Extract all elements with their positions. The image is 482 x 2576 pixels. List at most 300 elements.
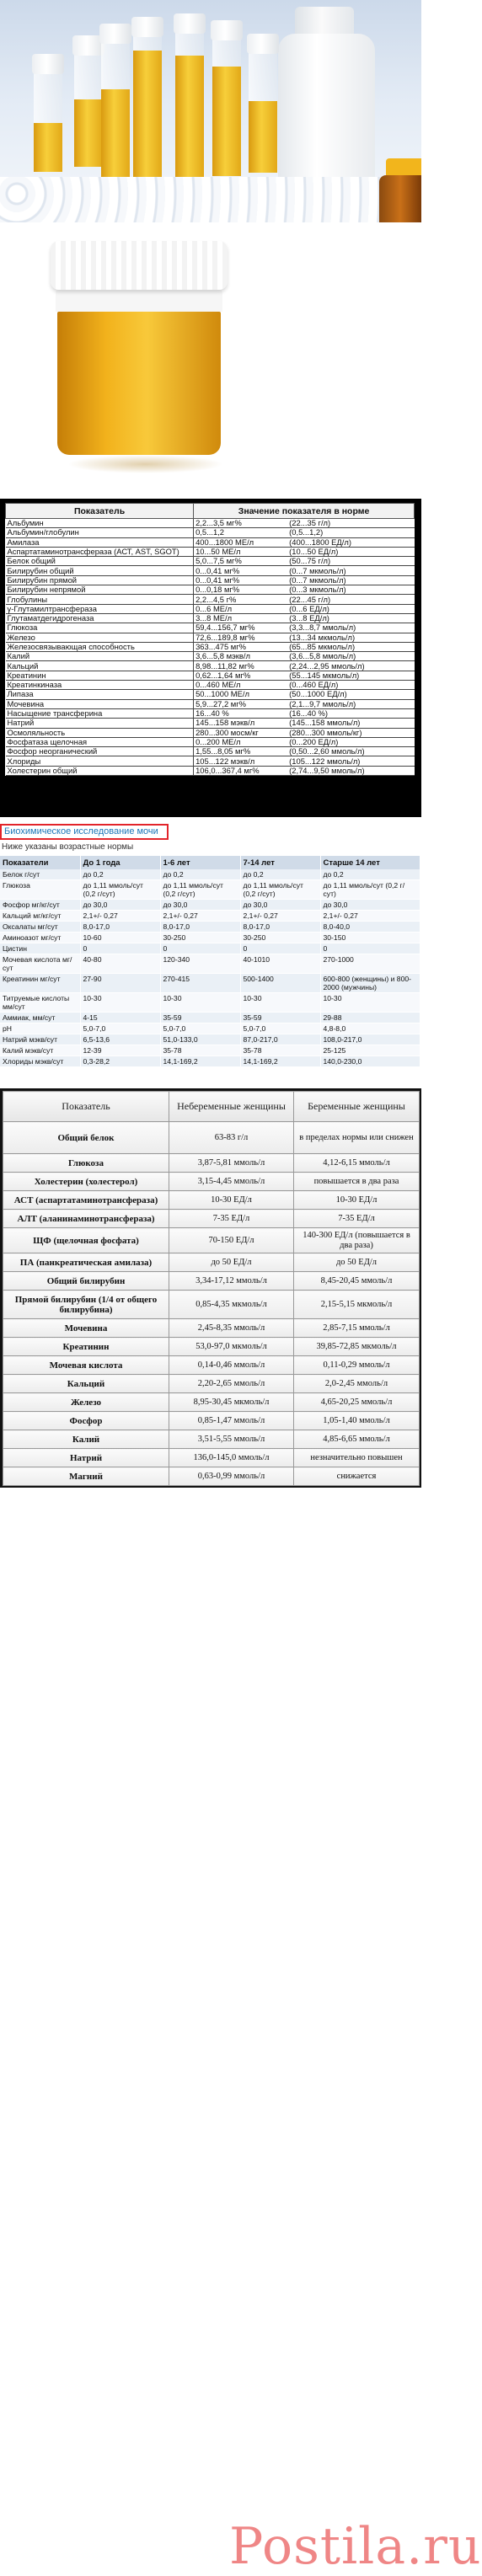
section-title: Биохимическое исследование мочи: [0, 824, 169, 840]
row-value: 0,63-0,99 ммоль/л: [169, 1467, 294, 1486]
row-value: 4,85-6,65 ммоль/л: [294, 1430, 420, 1449]
row-value: 53,0-97,0 мкмоль/л: [169, 1338, 294, 1356]
row-value: 0...200 МЕ/л: [194, 737, 288, 746]
row-value: 5,0-7,0: [80, 1023, 160, 1034]
row-value: 8,0-17,0: [80, 922, 160, 933]
row-label: Билирубин прямой: [6, 575, 194, 585]
row-value: до 30,0: [160, 900, 240, 911]
row-value: (0...6 ЕД/л): [287, 604, 414, 613]
row-label: Альбумин/глобулин: [6, 528, 194, 537]
table-row: [6, 728, 415, 737]
table2-body: [0, 869, 420, 1067]
table3-panel: [0, 1088, 482, 2576]
row-value: 600-800 (женщины) и 800-2000 (мужчины): [320, 974, 420, 993]
row-value: 3,6...5,8 мэкв/л: [194, 652, 288, 661]
row-label: Билирубин общий: [6, 566, 194, 575]
table-row: [3, 1356, 420, 1375]
table-row: [0, 911, 420, 922]
row-value: 8,95-30,45 мкмоль/л: [169, 1393, 294, 1412]
row-value: 0,62...1,64 мг%: [194, 671, 288, 680]
row-value: 270-415: [160, 974, 240, 993]
row-value: до 0,2: [160, 869, 240, 880]
row-label: Мочевина: [3, 1319, 169, 1338]
test-tube: [34, 54, 62, 172]
row-value: до 1,11 ммоль/сут (0,2 г/сут): [80, 880, 160, 900]
row-value: 120-340: [160, 954, 240, 974]
table-row: [0, 954, 420, 974]
row-value: 70-150 ЕД/л: [169, 1228, 294, 1253]
container-shadow: [67, 455, 223, 473]
table-row: [6, 604, 415, 613]
row-value: 1,55...8,05 мг%: [194, 747, 288, 756]
row-value: 400...1800 МЕ/л: [194, 537, 288, 547]
row-label: Кальций: [6, 661, 194, 671]
brown-bottle-cap: [386, 158, 421, 177]
table-row: [6, 642, 415, 651]
row-value: 5,9...27,2 мг%: [194, 699, 288, 708]
row-label: Глутаматдегидрогеназа: [6, 613, 194, 623]
row-label: Глюкоза: [3, 1154, 169, 1173]
row-value: 5,0-7,0: [240, 1023, 320, 1034]
row-value: до 0,2: [80, 869, 160, 880]
row-label: Цистин: [0, 943, 80, 954]
table-row: [6, 756, 415, 766]
table-row: [0, 922, 420, 933]
row-label: Холестерин (холестерол): [3, 1173, 169, 1191]
row-value: 105...122 мэкв/л: [194, 756, 288, 766]
table-row: [3, 1122, 420, 1154]
row-label: Насыщение трансферина: [6, 708, 194, 718]
row-value: 10-30: [80, 993, 160, 1013]
row-value: (400...1800 ЕД/л): [287, 537, 414, 547]
row-value: 51,0-133,0: [160, 1034, 240, 1045]
row-value: (0...7 мкмоль/л): [287, 566, 414, 575]
table-row: [3, 1173, 420, 1191]
table-row: [0, 1056, 420, 1067]
row-value: (280...300 ммоль/кг): [287, 728, 414, 737]
container-jar: [56, 288, 222, 457]
table-row: [3, 1228, 420, 1253]
row-value: 5,0-7,0: [160, 1023, 240, 1034]
table-row: [6, 681, 415, 690]
row-value: 2,2...3,5 мг%: [194, 519, 288, 528]
row-value: (10...50 ЕД/л): [287, 547, 414, 556]
row-value: до 0,2: [240, 869, 320, 880]
table-row: [6, 737, 415, 746]
row-value: (3...8 ЕД/л): [287, 613, 414, 623]
row-value: (2,74...9,50 ммоль/л): [287, 766, 414, 775]
table-row: [0, 993, 420, 1013]
row-value: 1,05-1,40 ммоль/л: [294, 1412, 420, 1430]
row-value: 0,85-4,35 мкмоль/л: [169, 1291, 294, 1319]
table-row: [6, 585, 415, 595]
row-label: ПА (панкреатическая амилаза): [3, 1253, 169, 1272]
row-value: (13...34 мкмоль/л): [287, 633, 414, 642]
row-value: 59,4...156,7 мг%: [194, 623, 288, 633]
row-value: 3,51-5,55 ммоль/л: [169, 1430, 294, 1449]
section-subtitle: Ниже указаны возрастные нормы: [2, 842, 134, 852]
row-value: 0...460 МЕ/л: [194, 681, 288, 690]
row-value: (3,6...5,8 ммоль/л): [287, 652, 414, 661]
table3-body: [3, 1122, 420, 1486]
row-value: 10-30: [240, 993, 320, 1013]
row-label: Осмоляльность: [6, 728, 194, 737]
table-row: [0, 1034, 420, 1045]
row-value: (0...460 ЕД/л): [287, 681, 414, 690]
row-label: Железосвязывающая способность: [6, 642, 194, 651]
table-row: [3, 1449, 420, 1467]
row-label: Прямой билирубин (1/4 от общего билирубина): [3, 1291, 169, 1319]
row-value: 0,3-28,2: [80, 1056, 160, 1067]
row-value: 2,1+/- 0,27: [160, 911, 240, 922]
row-value: 140-300 ЕД/л (повышается в два раза): [294, 1228, 420, 1253]
row-value: снижается: [294, 1467, 420, 1486]
row-value: (105...122 ммоль/л): [287, 756, 414, 766]
row-value: 72,6...189,8 мг%: [194, 633, 288, 642]
table-row: [6, 708, 415, 718]
row-value: 2,15-5,15 мкмоль/л: [294, 1291, 420, 1319]
row-value: 8,45-20,45 ммоль/л: [294, 1272, 420, 1291]
row-value: 29-88: [320, 1013, 420, 1023]
row-value: 30-250: [240, 933, 320, 943]
test-tube: [175, 13, 204, 182]
row-value: (3,3...8,7 ммоль/л): [287, 623, 414, 633]
row-value: 25-125: [320, 1045, 420, 1056]
row-label: Мочевая кислота: [3, 1356, 169, 1375]
row-label: Магний: [3, 1467, 169, 1486]
table2-header-1-6: 1-6 лет: [160, 856, 240, 869]
row-value: до 30,0: [320, 900, 420, 911]
row-value: 39,85-72,85 мкмоль/л: [294, 1338, 420, 1356]
row-value: 2,45-8,35 ммоль/л: [169, 1319, 294, 1338]
row-value: 14,1-169,2: [160, 1056, 240, 1067]
table2-panel: [0, 822, 421, 1088]
row-value: (50...1000 ЕД/л): [287, 690, 414, 699]
row-value: 7-35 ЕД/л: [169, 1210, 294, 1228]
row-value: 4,12-6,15 ммоль/л: [294, 1154, 420, 1173]
row-value: 27-90: [80, 974, 160, 993]
row-value: 2,20-2,65 ммоль/л: [169, 1375, 294, 1393]
row-value: 7-35 ЕД/л: [294, 1210, 420, 1228]
row-value: 10-60: [80, 933, 160, 943]
table-row: [0, 943, 420, 954]
row-value: 500-1400: [240, 974, 320, 993]
test-tube: [133, 17, 162, 177]
row-value: 87,0-217,0: [240, 1034, 320, 1045]
row-value: 35-59: [160, 1013, 240, 1023]
table-row: [6, 613, 415, 623]
row-value: 16...40 %: [194, 708, 288, 718]
row-label: Мочевая кислота мг/сут: [0, 954, 80, 974]
row-value: 0...6 МЕ/л: [194, 604, 288, 613]
row-value: (0...200 ЕД/л): [287, 737, 414, 746]
row-value: 2,85-7,15 ммоль/л: [294, 1319, 420, 1338]
row-label: Калий: [6, 652, 194, 661]
row-label: Железо: [3, 1393, 169, 1412]
row-label: Белок общий: [6, 557, 194, 566]
row-value: 0: [160, 943, 240, 954]
row-label: Общий белок: [3, 1122, 169, 1154]
row-label: Кальций: [3, 1375, 169, 1393]
row-value: до 0,2: [320, 869, 420, 880]
row-value: 0: [240, 943, 320, 954]
row-value: 3,34-17,12 ммоль/л: [169, 1272, 294, 1291]
table-row: [6, 537, 415, 547]
table-row: [3, 1154, 420, 1173]
row-label: АЛТ (аланинаминотрансфераза): [3, 1210, 169, 1228]
row-value: (0,50...2,60 ммоль/л): [287, 747, 414, 756]
row-label: Аммиак, мм/сут: [0, 1013, 80, 1023]
row-value: (22...45 г/л): [287, 595, 414, 604]
row-label: Натрий: [3, 1449, 169, 1467]
row-value: 3,87-5,81 ммоль/л: [169, 1154, 294, 1173]
row-value: (16...40 %): [287, 708, 414, 718]
row-value: (145...158 ммоль/л): [287, 719, 414, 728]
table-row: [6, 547, 415, 556]
row-value: 10...50 МЕ/л: [194, 547, 288, 556]
row-value: 8,98...11,82 мг%: [194, 661, 288, 671]
row-label: Холестерин общий: [6, 766, 194, 775]
table-row: [6, 566, 415, 575]
table-row: [3, 1191, 420, 1210]
row-value: 0: [80, 943, 160, 954]
row-value: 4,8-8,0: [320, 1023, 420, 1034]
table-row: [6, 623, 415, 633]
table-row: [6, 595, 415, 604]
row-value: 0,11-0,29 ммоль/л: [294, 1356, 420, 1375]
row-value: 270-1000: [320, 954, 420, 974]
row-value: (22...35 г/л): [287, 519, 414, 528]
row-label: Билирубин непрямой: [6, 585, 194, 595]
row-value: до 30,0: [240, 900, 320, 911]
row-label: Фосфор: [3, 1412, 169, 1430]
test-tube: [249, 34, 277, 173]
row-label: pH: [0, 1023, 80, 1034]
row-value: (0...3 мкмоль/л): [287, 585, 414, 595]
row-value: 3...8 МЕ/л: [194, 613, 288, 623]
table-row: [6, 652, 415, 661]
row-value: 14,1-169,2: [240, 1056, 320, 1067]
table-row: [3, 1319, 420, 1338]
table-row: [6, 661, 415, 671]
table-row: [0, 900, 420, 911]
table-row: [0, 974, 420, 993]
row-label: Оксалаты мг/сут: [0, 922, 80, 933]
row-value: 8,0-17,0: [160, 922, 240, 933]
table-row: [6, 575, 415, 585]
table-row: [3, 1430, 420, 1449]
row-label: Глюкоза: [0, 880, 80, 900]
row-label: Натрий: [6, 719, 194, 728]
row-label: Фосфор мг/кг/сут: [0, 900, 80, 911]
row-value: 30-250: [160, 933, 240, 943]
row-label: Креатинин: [6, 671, 194, 680]
table-row: [6, 766, 415, 775]
row-label: Кальций мг/кг/сут: [0, 911, 80, 922]
reference-values-table: [5, 503, 415, 776]
table-row: [3, 1253, 420, 1272]
row-value: до 1,11 ммоль/сут (0,2 г/сут): [160, 880, 240, 900]
table2-header-under-1: До 1 года: [80, 856, 160, 869]
test-tube: [212, 20, 241, 176]
row-value: 63-83 г/л: [169, 1122, 294, 1154]
table-row: [0, 933, 420, 943]
row-label: Креатинин мг/сут: [0, 974, 80, 993]
row-label: Глюкоза: [6, 623, 194, 633]
row-label: Аминоазот мг/сут: [0, 933, 80, 943]
row-value: в пределах нормы или снижен: [294, 1122, 420, 1154]
row-value: 30-150: [320, 933, 420, 943]
test-tube: [101, 24, 130, 184]
row-value: 35-78: [240, 1045, 320, 1056]
table-row: [3, 1375, 420, 1393]
table1-body: [6, 519, 415, 776]
table-row: [6, 699, 415, 708]
row-label: ЩФ (щелочная фосфата): [3, 1228, 169, 1253]
table2-header-7-14: 7-14 лет: [240, 856, 320, 869]
table3-header-non-pregnant: Небеременные женщины: [169, 1092, 294, 1122]
watermark-logo: Postila.ru: [229, 2517, 482, 2576]
table-row: [6, 671, 415, 680]
row-value: 12-39: [80, 1045, 160, 1056]
table3-header-parameter: Показатель: [3, 1092, 169, 1122]
row-label: Натрий мэкв/сут: [0, 1034, 80, 1045]
row-value: 10-30: [160, 993, 240, 1013]
row-value: 4,65-20,25 ммоль/л: [294, 1393, 420, 1412]
row-value: 2,1+/- 0,27: [320, 911, 420, 922]
table-row: [0, 1045, 420, 1056]
row-value: 363...475 мг%: [194, 642, 288, 651]
row-value: 0...0,18 мг%: [194, 585, 288, 595]
table-row: [3, 1338, 420, 1356]
row-value: (2,1...9,7 ммоль/л): [287, 699, 414, 708]
row-value: 8,0-40,0: [320, 922, 420, 933]
test-tube: [74, 35, 103, 167]
row-value: 280...300 мосм/кг: [194, 728, 288, 737]
table-row: [6, 519, 415, 528]
row-label: Фосфор неорганический: [6, 747, 194, 756]
table-row: [3, 1291, 420, 1319]
table-row: [6, 633, 415, 642]
urine-container-photo: [0, 222, 421, 499]
pregnancy-norms-table: [3, 1091, 420, 1486]
table-row: [6, 747, 415, 756]
row-value: до 50 ЕД/л: [294, 1253, 420, 1272]
test-tubes-photo: [0, 0, 421, 222]
row-label: Хлориды: [6, 756, 194, 766]
brown-bottle: [379, 175, 421, 222]
row-label: Амилаза: [6, 537, 194, 547]
row-value: 140,0-230,0: [320, 1056, 420, 1067]
table-row: [6, 719, 415, 728]
row-value: 35-59: [240, 1013, 320, 1023]
row-value: 2,1+/- 0,27: [240, 911, 320, 922]
row-value: 0...0,41 мг%: [194, 566, 288, 575]
table-row: [3, 1412, 420, 1430]
row-value: (2,24...2,95 ммоль/л): [287, 661, 414, 671]
row-value: 106,0...367,4 мг%: [194, 766, 288, 775]
table-row: [0, 869, 420, 880]
row-value: 35-78: [160, 1045, 240, 1056]
row-value: 10-30 ЕД/л: [294, 1191, 420, 1210]
row-value: (50...75 г/л): [287, 557, 414, 566]
row-value: (65...85 мкмоль/л): [287, 642, 414, 651]
container-lid: [51, 241, 228, 290]
row-label: Глобулины: [6, 595, 194, 604]
row-value: 40-1010: [240, 954, 320, 974]
table-row: [6, 557, 415, 566]
table-row: [0, 1023, 420, 1034]
row-value: 0,14-0,46 ммоль/л: [169, 1356, 294, 1375]
row-value: 10-30 ЕД/л: [169, 1191, 294, 1210]
row-value: 0,5...1,2: [194, 528, 288, 537]
row-label: Аспартатаминотрансфераза (АСТ, AST, SGOT): [6, 547, 194, 556]
table-row: [0, 1013, 420, 1023]
table-row: [3, 1467, 420, 1486]
table1-header-value: Значение показателя в норме: [194, 504, 415, 519]
table3-header-pregnant: Беременные женщины: [294, 1092, 420, 1122]
table1-header-parameter: Показатель: [6, 504, 194, 519]
row-label: γ-Глутамилтрансфераза: [6, 604, 194, 613]
table1-panel: [0, 499, 421, 817]
row-label: Креатинин: [3, 1338, 169, 1356]
row-label: АСТ (аспартатаминотрансфераза): [3, 1191, 169, 1210]
table-row: [3, 1272, 420, 1291]
row-value: 0...0,41 мг%: [194, 575, 288, 585]
row-value: повышается в два раза: [294, 1173, 420, 1191]
row-value: до 1,11 ммоль/сут (0,2 г/сут): [320, 880, 420, 900]
row-value: 3,15-4,45 ммоль/л: [169, 1173, 294, 1191]
row-label: Креатинкиназа: [6, 681, 194, 690]
row-label: Железо: [6, 633, 194, 642]
row-value: до 30,0: [80, 900, 160, 911]
row-value: (55...145 мкмоль/л): [287, 671, 414, 680]
row-value: 40-80: [80, 954, 160, 974]
row-value: незначительно повышен: [294, 1449, 420, 1467]
row-label: Липаза: [6, 690, 194, 699]
tube-rack: [0, 177, 421, 222]
table-row: [3, 1210, 420, 1228]
table-row: [0, 880, 420, 900]
row-label: Мочевина: [6, 699, 194, 708]
row-value: 2,1+/- 0,27: [80, 911, 160, 922]
row-value: 145...158 мэкв/л: [194, 719, 288, 728]
row-value: 2,2...4,5 г%: [194, 595, 288, 604]
row-value: 0: [320, 943, 420, 954]
table2-header-over-14: Старше 14 лет: [320, 856, 420, 869]
table-row: [6, 690, 415, 699]
row-value: (0...7 мкмоль/л): [287, 575, 414, 585]
row-value: до 1,11 ммоль/сут (0,2 г/сут): [240, 880, 320, 900]
row-value: 2,0-2,45 ммоль/л: [294, 1375, 420, 1393]
row-label: Белок г/сут: [0, 869, 80, 880]
row-value: до 50 ЕД/л: [169, 1253, 294, 1272]
row-label: Общий билирубин: [3, 1272, 169, 1291]
age-norms-table: [0, 856, 420, 1067]
row-label: Альбумин: [6, 519, 194, 528]
row-value: 4-15: [80, 1013, 160, 1023]
row-value: 6,5-13,6: [80, 1034, 160, 1045]
row-label: Хлориды мэкв/сут: [0, 1056, 80, 1067]
row-value: 8,0-17,0: [240, 922, 320, 933]
table-row: [6, 528, 415, 537]
row-label: Фосфатаза щелочная: [6, 737, 194, 746]
row-label: Титруемые кислоты мм/сут: [0, 993, 80, 1013]
table-row: [3, 1393, 420, 1412]
row-value: 0,85-1,47 ммоль/л: [169, 1412, 294, 1430]
table2-header-parameters: Показатели: [0, 856, 80, 869]
row-value: 136,0-145,0 ммоль/л: [169, 1449, 294, 1467]
